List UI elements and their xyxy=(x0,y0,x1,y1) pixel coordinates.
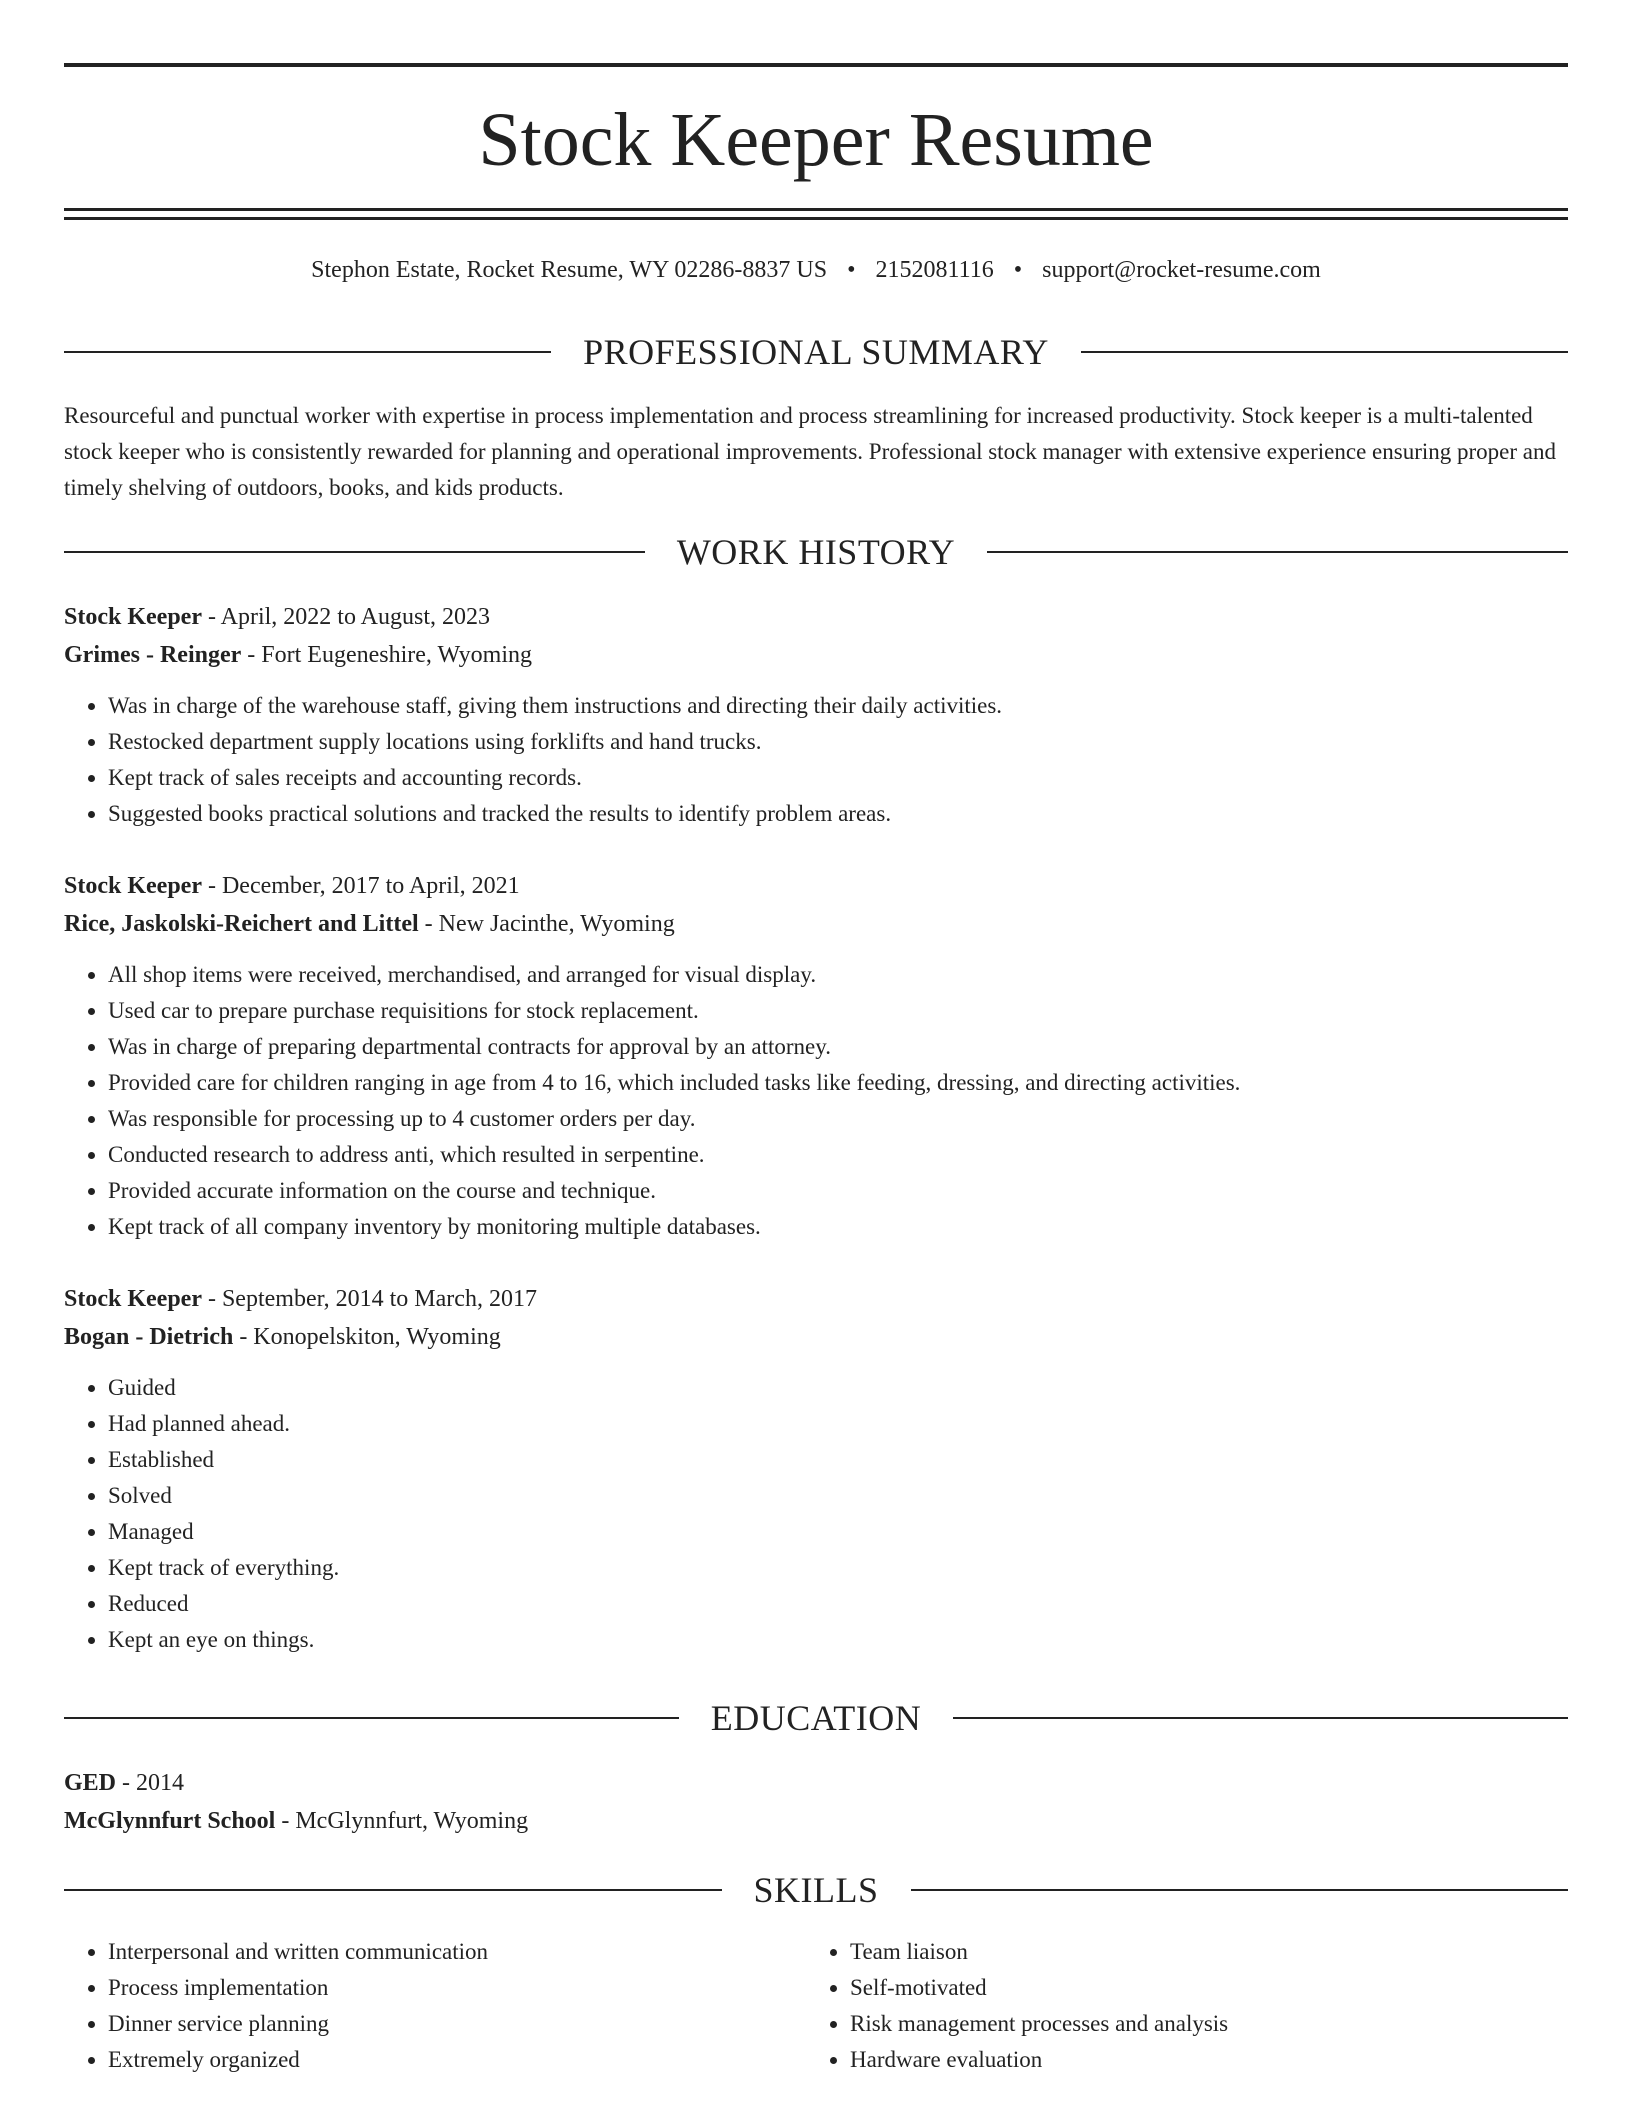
list-item: • Kept an eye on things. xyxy=(108,1622,1568,1658)
education-year: - 2014 xyxy=(116,1770,185,1796)
section-title: SKILLS xyxy=(753,1870,879,1910)
job-location: - New Jacinthe, Wyoming xyxy=(418,911,675,937)
job-bullets xyxy=(64,688,1568,832)
job-dates: - April, 2022 to August, 2023 xyxy=(201,604,490,630)
list-item: • Was responsible for processing up to 4 customer orders per day. xyxy=(108,1101,1568,1137)
skills-list-right xyxy=(806,1934,1548,2078)
skills-list-left xyxy=(64,1934,806,2078)
section-heading-skills xyxy=(64,1868,1568,1912)
section-heading-summary xyxy=(64,330,1568,374)
education-location: - McGlynnfurt, Wyoming xyxy=(275,1808,529,1834)
section-title: WORK HISTORY xyxy=(676,532,956,572)
job-title: Stock Keeper xyxy=(64,1286,202,1312)
contact-separator: • xyxy=(1013,257,1023,283)
section-heading-education xyxy=(64,1696,1568,1740)
list-item: • Established xyxy=(108,1442,1568,1478)
contact-phone: 2152081116 xyxy=(875,257,994,283)
heading-rule xyxy=(64,351,551,353)
list-item: • Was in charge of the warehouse staff, giving them instructions and directing their daily activities. xyxy=(108,688,1568,724)
heading-rule xyxy=(987,551,1568,553)
list-item: • Guided xyxy=(108,1370,1568,1406)
list-item: • Reduced xyxy=(108,1586,1568,1622)
contact-separator: • xyxy=(847,257,856,283)
list-item: • Extremely organized xyxy=(108,2042,806,2078)
list-item: • Had planned ahead. xyxy=(108,1406,1568,1442)
section-title: PROFESSIONAL SUMMARY xyxy=(583,332,1049,372)
list-item: • Restocked department supply locations using forklifts and hand trucks. xyxy=(108,724,1568,760)
contact-address: Stephon Estate, Rocket Resume, WY 02286-8837 US xyxy=(311,257,828,283)
job-title-line xyxy=(64,1280,1568,1318)
list-item: • Managed xyxy=(108,1514,1568,1550)
job-location: - Fort Eugeneshire, Wyoming xyxy=(241,642,533,668)
list-item: • Was in charge of preparing departmental contracts for approval by an attorney. xyxy=(108,1029,1568,1065)
skills-columns xyxy=(64,1934,1568,2078)
job-company-line xyxy=(64,905,1568,943)
contact-line xyxy=(64,254,1568,286)
list-item: • Self-motivated xyxy=(850,1970,1548,2006)
job-bullets xyxy=(64,1370,1568,1658)
education-degree: GED xyxy=(64,1770,117,1796)
section-title: EDUCATION xyxy=(710,1698,922,1738)
job-title-line xyxy=(64,598,1568,636)
job-dates: - September, 2014 to March, 2017 xyxy=(201,1286,537,1312)
heading-rule xyxy=(911,1889,1569,1891)
contact-email: support@rocket-resume.com xyxy=(1042,257,1321,283)
resume-title: Stock Keeper Resume xyxy=(478,98,1154,182)
job-entry xyxy=(64,598,1568,832)
job-entry xyxy=(64,1280,1568,1658)
section-heading-work xyxy=(64,530,1568,574)
job-dates: - December, 2017 to April, 2021 xyxy=(201,873,520,899)
list-item: • Kept track of sales receipts and accounting records. xyxy=(108,760,1568,796)
job-company: Grimes - Reinger xyxy=(64,642,242,668)
job-company: Rice, Jaskolski-Reichert and Littel xyxy=(64,911,419,937)
education-school-line xyxy=(64,1802,1568,1840)
list-item: • Team liaison xyxy=(850,1934,1548,1970)
job-title: Stock Keeper xyxy=(64,873,202,899)
list-item: • Interpersonal and written communication xyxy=(108,1934,806,1970)
list-item: • Provided accurate information on the course and technique. xyxy=(108,1173,1568,1209)
list-item: • Kept track of all company inventory by monitoring multiple databases. xyxy=(108,1209,1568,1245)
top-rule xyxy=(64,63,1568,67)
education-entry xyxy=(64,1764,1568,1840)
title-double-rule xyxy=(64,208,1568,220)
summary-text: Resourceful and punctual worker with expertise in process implementation and process streamlining for increased productivity. Stock keeper is a multi-talented stock keeper who is consistently rewarded for planning and operational improvements. Professional stock manager with extensive experience ensuring proper and timely shelving of outdoors, books, and kids products. xyxy=(64,403,1556,500)
list-item: • Process implementation xyxy=(108,1970,806,2006)
list-item: • Dinner service planning xyxy=(108,2006,806,2042)
heading-rule xyxy=(953,1717,1568,1719)
job-company-line xyxy=(64,636,1568,674)
heading-rule xyxy=(64,551,645,553)
job-title-line xyxy=(64,867,1568,905)
education-degree-line xyxy=(64,1764,1568,1802)
heading-rule xyxy=(64,1889,722,1891)
list-item: • Solved xyxy=(108,1478,1568,1514)
list-item: • Suggested books practical solutions and tracked the results to identify problem areas. xyxy=(108,796,1568,832)
list-item: • Conducted research to address anti, which resulted in serpentine. xyxy=(108,1137,1568,1173)
list-item: • Hardware evaluation xyxy=(850,2042,1548,2078)
heading-rule xyxy=(1081,351,1568,353)
job-company-line xyxy=(64,1318,1568,1356)
heading-rule xyxy=(64,1717,679,1719)
list-item: • Provided care for children ranging in age from 4 to 16, which included tasks like feeding, dressing, and directing activities. xyxy=(108,1065,1568,1101)
education-school: McGlynnfurt School xyxy=(64,1808,276,1834)
list-item: • All shop items were received, merchandised, and arranged for visual display. xyxy=(108,957,1568,993)
list-item: • Risk management processes and analysis xyxy=(850,2006,1548,2042)
list-item: • Kept track of everything. xyxy=(108,1550,1568,1586)
list-item: • Used car to prepare purchase requisitions for stock replacement. xyxy=(108,993,1568,1029)
job-company: Bogan - Dietrich xyxy=(64,1324,234,1350)
job-location: - Konopelskiton, Wyoming xyxy=(233,1324,501,1350)
job-title: Stock Keeper xyxy=(64,604,202,630)
job-bullets xyxy=(64,957,1568,1245)
job-entry xyxy=(64,867,1568,1245)
